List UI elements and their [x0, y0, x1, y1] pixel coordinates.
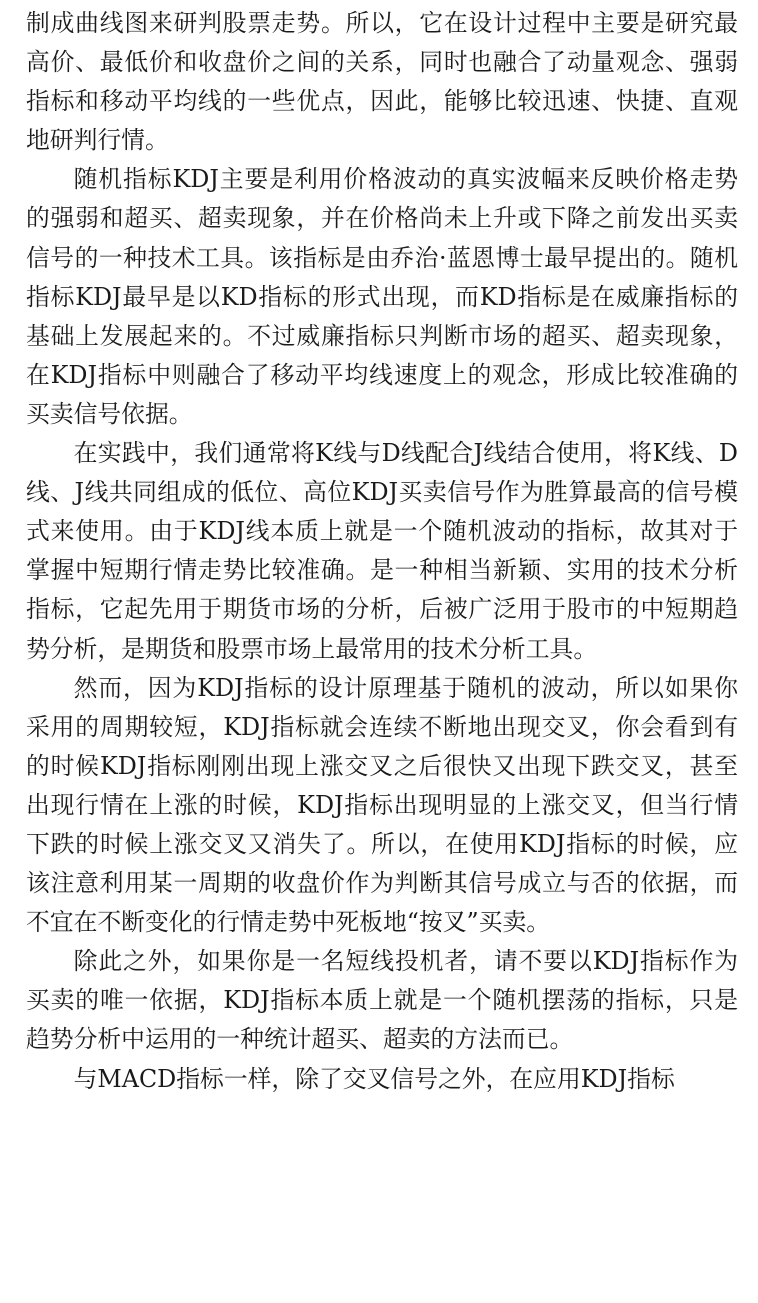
paragraph-2: 随机指标KDJ主要是利用价格波动的真实波幅来反映价格走势的强弱和超买、超卖现象，并在价格尚未上升或下降之前发出买卖信号的一种技术工具。该指标是由乔治·蓝恩博士最早提出的。随机指标KDJ最早是以KD指标的形式出现，而KD指标是在威廉指标的基础上发展起来的。不过威廉指标只判断市场的超买、超卖现象，在KDJ指标中则融合了移动平均线速度上的观念，形成比较准确的买卖信号依据。 [26, 165, 738, 428]
paragraph-3: 在实践中，我们通常将K线与D线配合J线结合使用，将K线、D线、J线共同组成的低位、高位KDJ买卖信号作为胜算最高的信号模式来使用。由于KDJ线本质上就是一个随机波动的指标，故其对于掌握中短期行情走势比较准确。是一种相当新颖、实用的技术分析指标，它起先用于期货市场的分析，后被广泛用于股市的中短期趋势分析，是期货和股票市场上最常用的技术分析工具。 [26, 439, 738, 663]
paragraph-1: 制成曲线图来研判股票走势。所以，它在设计过程中主要是研究最高价、最低价和收盘价之间的关系，同时也融合了动量观念、强弱指标和移动平均线的一些优点，因此，能够比较迅速、快捷、直观地研判行情。 [26, 9, 738, 155]
paragraph-5: 除此之外，如果你是一名短线投机者，请不要以KDJ指标作为买卖的唯一依据，KDJ指标本质上就是一个随机摆荡的指标，只是趋势分析中运用的一种统计超买、超卖的方法而已。 [26, 947, 738, 1054]
document-page [26, 4, 738, 1099]
paragraph-4: 然而，因为KDJ指标的设计原理基于随机的波动，所以如果你采用的周期较短，KDJ指标就会连续不断地出现交叉，你会看到有的时候KDJ指标刚刚出现上涨交叉之后很快又出现下跌交叉，甚至出现行情在上涨的时候，KDJ指标出现明显的上涨交叉，但当行情下跌的时候上涨交叉又消失了。所以，在使用KDJ指标的时候，应该注意利用某一周期的收盘价作为判断其信号成立与否的依据，而不宜在不断变化的行情走势中死板地“按叉”买卖。 [26, 673, 738, 937]
paragraph-6: 与MACD指标一样，除了交叉信号之外，在应用KDJ指标 [73, 1064, 675, 1093]
